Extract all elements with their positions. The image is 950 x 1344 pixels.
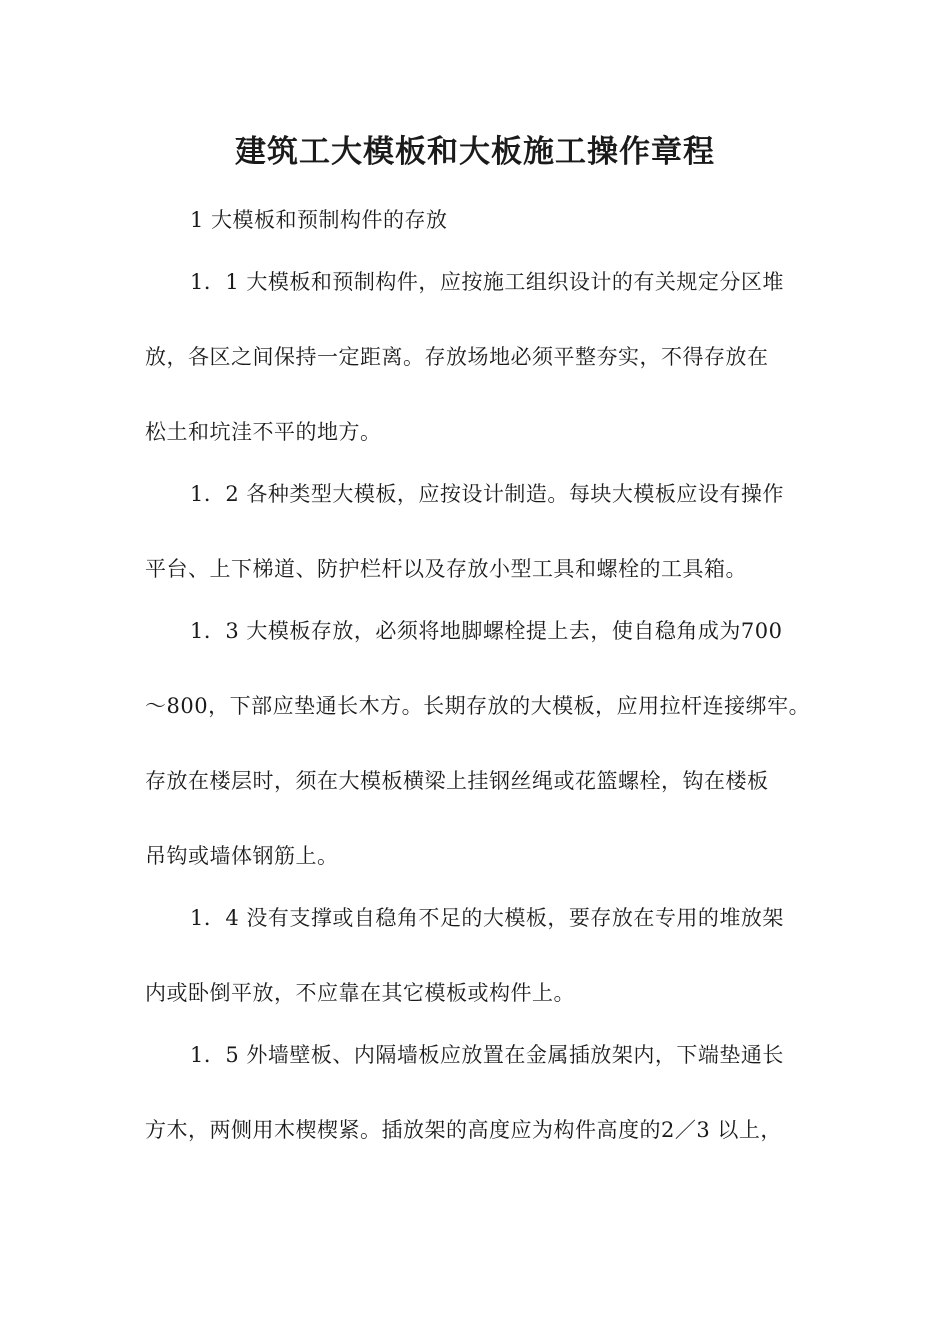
paragraph-line: 1．1 大模板和预制构件，应按施工组织设计的有关规定分区堆	[190, 270, 784, 294]
paragraph-line: 松土和坑洼不平的地方。	[145, 420, 382, 444]
paragraph-line: 1．5 外墙壁板、内隔墙板应放置在金属插放架内，下端垫通长	[190, 1043, 784, 1067]
paragraph-line: 吊钩或墙体钢筋上。	[145, 844, 339, 868]
section-heading: 1 大模板和预制构件的存放	[190, 208, 448, 232]
paragraph-line: 放，各区之间保持一定距离。存放场地必须平整夯实，不得存放在	[145, 345, 769, 369]
paragraph-line: ～800，下部应垫通长木方。长期存放的大模板，应用拉杆连接绑牢。	[145, 694, 811, 718]
paragraph-line: 方木，两侧用木楔楔紧。插放架的高度应为构件高度的2／3 以上，	[145, 1118, 782, 1142]
page-title: 建筑工大模板和大板施工操作章程	[235, 134, 715, 170]
paragraph-line: 1．4 没有支撑或自稳角不足的大模板，要存放在专用的堆放架	[190, 906, 784, 930]
paragraph-line: 存放在楼层时，须在大模板横梁上挂钢丝绳或花篮螺栓，钩在楼板	[145, 769, 769, 793]
paragraph-line: 内或卧倒平放，不应靠在其它模板或构件上。	[145, 981, 575, 1005]
paragraph-line: 平台、上下梯道、防护栏杆以及存放小型工具和螺栓的工具箱。	[145, 557, 747, 581]
paragraph-line: 1．2 各种类型大模板，应按设计制造。每块大模板应设有操作	[190, 482, 784, 506]
paragraph-line: 1．3 大模板存放，必须将地脚螺栓提上去，使自稳角成为700	[190, 619, 783, 643]
